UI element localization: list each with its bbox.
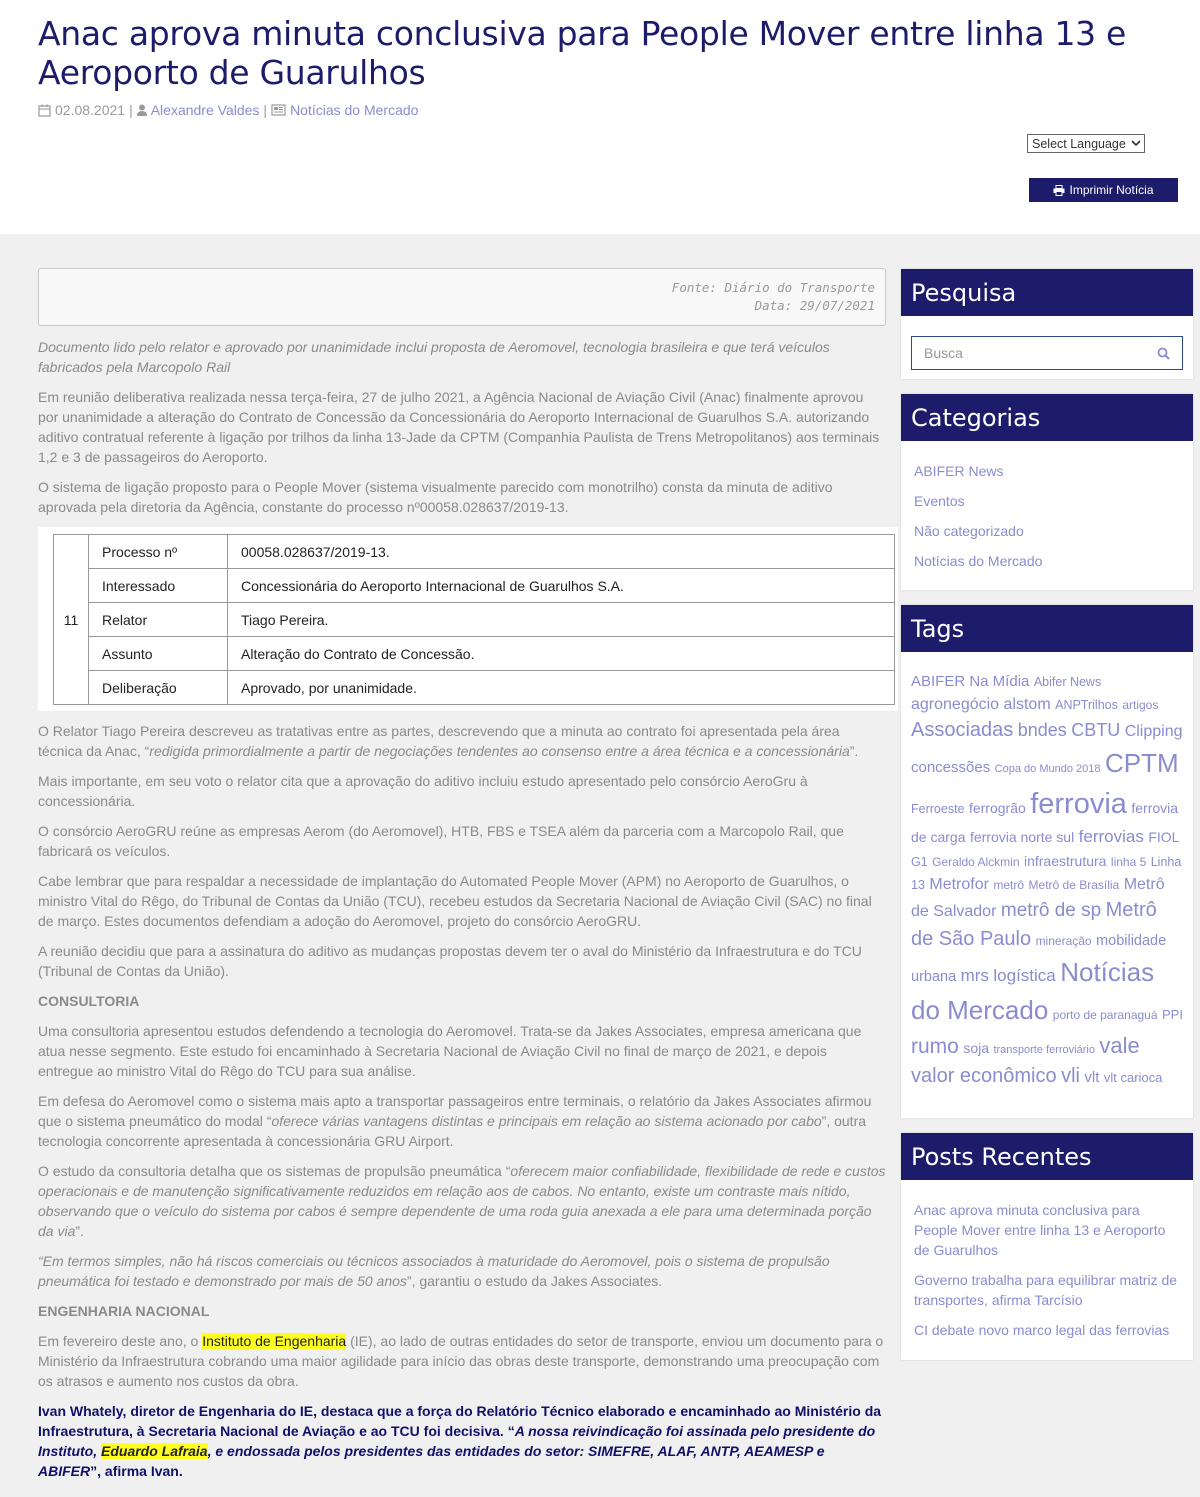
recent-post-link[interactable]: Governo trabalha para equilibrar matriz de transportes, afirma Tarcísio <box>914 1272 1178 1308</box>
category-link[interactable]: Eventos <box>914 493 965 509</box>
header-area <box>0 0 1200 234</box>
tag-link[interactable]: G1 <box>911 854 928 869</box>
meta-separator: | <box>263 102 268 118</box>
category-list <box>901 441 1193 571</box>
section-heading-consultoria: CONSULTORIA <box>38 993 140 1009</box>
paragraph: O estudo da consultoria detalha que os sistemas de propulsão pneumática “oferecem maior confiabilidade, flexibilidade de rede e custos operacionais e de manutenção significativamente reduzidos em relação aos de cabos. No entanto, existe um contraste mais nítido, observando que o veículo do sistema por cabos é sempre dependente de uma roda guia anexada a ele para uma determinada porção da via”. <box>38 1163 886 1239</box>
tag-link[interactable]: ferrovia <box>1030 788 1127 821</box>
paragraph: Cabe lembrar que para respaldar a necessidade de implantação do Automated People Mover (APM) no Aeroporto de Guarulhos, o ministro Vital do Rêgo, do Tribunal de Contas da União (TCU), recebeu estudos da Secretaria Nacional de Aviação Civil (SAC) no final de março. Estes documentos defendiam a adoção do Aeromovel, projeto do consórcio AeroGRU. <box>38 873 872 929</box>
table-row <box>54 671 895 705</box>
tag-link[interactable]: Geraldo Alckmin <box>932 854 1020 869</box>
table-value: Alteração do Contrato de Concessão. <box>228 637 895 671</box>
tag-cloud <box>901 652 1193 1091</box>
calendar-icon <box>38 104 51 117</box>
tag-link[interactable]: Metrofor <box>929 875 989 893</box>
tag-link[interactable]: infraestrutura <box>1023 852 1107 869</box>
tag-link[interactable]: transporte ferroviário <box>993 1043 1095 1056</box>
tag-link[interactable]: ferrogrão <box>968 800 1026 817</box>
printer-icon <box>1053 185 1065 196</box>
recent-posts-list <box>901 1180 1193 1340</box>
tag-link[interactable]: Linha 13 <box>911 854 1182 892</box>
widget-title: Tags <box>901 605 1193 652</box>
tag-link[interactable]: valor econômico <box>911 1064 1057 1087</box>
tag-link[interactable]: Clipping <box>1124 723 1183 741</box>
category-link[interactable]: Não categorizado <box>914 523 1024 539</box>
paragraph: Em defesa do Aeromovel como o sistema mais apto a transportar passageiros entre terminais, o relatório da Jakes Associates afirmou que o sistema pneumático do modal “oferece várias vantagens distintas e principais em relação ao sistema acionado por cabo”, outra tecnologia concorrente apresentada à concessionária GRU Airport. <box>38 1093 872 1149</box>
tag-link[interactable]: metrô <box>993 877 1025 892</box>
table-label: Relator <box>89 603 228 637</box>
paragraph: Mais importante, em seu voto o relator cita que a aprovação do aditivo incluiu estudo apresentado pelo consórcio AeroGru à concessionária. <box>38 773 808 809</box>
table-row <box>54 637 895 671</box>
table-label: Deliberação <box>89 671 228 705</box>
tag-link[interactable]: mobilidade urbana <box>911 933 1167 986</box>
search-placeholder: Busca <box>924 345 963 361</box>
paragraph: O consórcio AeroGRU reúne as empresas Aerom (do Aeromovel), HTB, FBS e TSEA além da parceria com a Marcopolo Rail, que fabricará os veículos. <box>38 823 844 859</box>
tag-link[interactable]: ferrovia norte sul <box>969 829 1075 846</box>
table-value: 00058.028637/2019-13. <box>228 535 895 569</box>
paragraph: Em fevereiro deste ano, o Instituto de Engenharia (IE), ao lado de outras entidades do setor de transporte, enviou um documento para o Ministério da Infraestrutura cobrando uma maior agilidade para início das obras deste transporte, demonstrando uma preocupação com os atrasos e aumento nos custos da obra. <box>38 1333 884 1389</box>
tag-link[interactable]: soja <box>963 1039 989 1056</box>
language-select[interactable] <box>1027 134 1145 153</box>
tags-widget <box>901 605 1193 1118</box>
tag-link[interactable]: CPTM <box>1104 748 1179 779</box>
tag-link[interactable]: Metrô de Brasília <box>1028 877 1120 892</box>
tag-link[interactable]: logística <box>993 966 1056 986</box>
source-box <box>38 268 886 326</box>
tag-link[interactable]: Metrô de Salvador <box>911 875 1165 921</box>
tag-link[interactable]: artigos <box>1122 698 1159 713</box>
item-number: 11 <box>54 535 89 705</box>
tag-link[interactable]: rumo <box>911 1034 959 1058</box>
paragraph: Em reunião deliberativa realizada nessa terça-feira, 27 de julho 2021, a Agência Nacional de Aviação Civil (Anac) finalmente aprovou por unanimidade a alteração do Contrato de Concessão da Concessionária do Aeroporto Internacional de Guarulhos S.A. autorizando aditivo contratual referente à ligação por trilhos da linha 13-Jade da CPTM (Companhia Paulista de Trens Metropolitanos) aos terminais 1,2 e 3 de passageiros do Aeroporto. <box>38 389 880 465</box>
source-line: Fonte: Diário do Transporte <box>671 280 875 295</box>
tag-link[interactable]: mrs <box>960 966 989 986</box>
tag-link[interactable]: vlt <box>1084 1068 1100 1086</box>
article-author-link[interactable]: Alexandre Valdes <box>150 102 260 118</box>
tag-link[interactable]: Associadas <box>911 719 1014 742</box>
search-widget <box>901 269 1193 379</box>
process-table-wrap <box>38 527 898 711</box>
search-icon[interactable] <box>1157 347 1170 360</box>
search-input[interactable] <box>911 336 1183 370</box>
category-link[interactable]: ABIFER News <box>914 463 1004 479</box>
highlighted-link-instituto[interactable]: Instituto de Engenharia <box>202 1333 347 1349</box>
tag-link[interactable]: vli <box>1061 1064 1080 1087</box>
recent-post-link[interactable]: Anac aprova minuta conclusiva para People Mover entre linha 13 e Aeroporto de Guarulhos <box>914 1202 1166 1258</box>
tag-link[interactable]: vlt carioca <box>1103 1069 1163 1085</box>
source-date: Data: 29/07/2021 <box>754 298 875 313</box>
widget-title: Categorias <box>901 394 1193 441</box>
article-title: Anac aprova minuta conclusiva para People Mover entre linha 13 e Aeroporto de Guarulhos <box>38 14 1127 92</box>
print-button-label: Imprimir Notícia <box>1069 183 1154 197</box>
article-lead: Documento lido pelo relator e aprovado por unanimidade inclui proposta de Aeromovel, tecnologia brasileira e que terá veículos fabricados pela Marcopolo Rail <box>38 339 830 375</box>
print-button[interactable] <box>1029 178 1178 202</box>
table-value: Tiago Pereira. <box>228 603 895 637</box>
chevron-down-icon <box>1131 138 1141 148</box>
tag-link[interactable]: agronegócio <box>911 696 1000 714</box>
tag-link[interactable]: metrô de sp <box>1000 900 1102 922</box>
tag-link[interactable]: ANPTrilhos <box>1055 698 1118 713</box>
tag-link[interactable]: alstom <box>1003 696 1051 714</box>
table-row <box>54 535 895 569</box>
table-value: Concessionária do Aeroporto Internacional de Guarulhos S.A. <box>228 569 895 603</box>
widget-title: Pesquisa <box>901 269 1193 316</box>
section-heading-engenharia: ENGENHARIA NACIONAL <box>38 1303 210 1319</box>
widget-title: Posts Recentes <box>901 1133 1193 1180</box>
tag-link[interactable]: ABIFER Na Mídia <box>911 673 1030 690</box>
table-label: Assunto <box>89 637 228 671</box>
tag-link[interactable]: bndes <box>1017 720 1067 741</box>
table-row <box>54 603 895 637</box>
tag-link[interactable]: mineração <box>1035 934 1092 949</box>
tag-link[interactable]: Metrô de São Paulo <box>911 899 1157 951</box>
tag-link[interactable]: porto de paranaguá <box>1052 1007 1158 1022</box>
language-select-value: Select Language <box>1032 136 1126 151</box>
highlighted-name: Eduardo Lafraia <box>101 1443 208 1459</box>
user-icon <box>137 104 147 116</box>
quote-paragraph: Ivan Whately, diretor de Engenharia do IE, destaca que a força do Relatório Técnico elaborado e encaminhado ao Ministério da Infraestrutura, à Secretaria Nacional de Aviação e ao TCU foi decisiva. “A nossa reivindicação foi assinada pelo presidente do Instituto, Eduardo Lafraia, e endossada pelos presidentes das entidades do setor: SIMEFRE, ALAF, ANTP, AEAMESP e ABIFER”, afirma Ivan. <box>38 1403 882 1479</box>
newspaper-icon <box>271 104 286 116</box>
tag-link[interactable]: CBTU <box>1071 720 1121 741</box>
recent-posts-widget <box>901 1133 1193 1360</box>
category-link[interactable]: Notícias do Mercado <box>914 553 1043 569</box>
tag-link[interactable]: linha 5 <box>1110 854 1147 869</box>
tag-link[interactable]: ferrovias <box>1078 827 1144 847</box>
tag-link[interactable]: Abifer News <box>1033 675 1102 689</box>
paragraph: O Relator Tiago Pereira descreveu as tratativas entre as partes, descrevendo que a minuta ao contrato foi apresentada pela área técnica da Anac, “redigida primordialmente a partir de negociações tendentes ao consenso entre a área técnica e a concessionária”. <box>38 723 859 759</box>
tag-link[interactable]: PPI <box>1161 1006 1183 1022</box>
paragraph: “Em termos simples, não há riscos comerciais ou técnicos associados à maturidade do Aeromovel, pois o sistema de propulsão pneumática foi testado e demonstrado por mais de 50 anos”, garantiu o estudo da Jakes Associates. <box>38 1253 830 1289</box>
tag-link[interactable]: Notícias do Mercado <box>911 957 1155 1025</box>
article-category-link[interactable]: Notícias do Mercado <box>290 102 419 118</box>
table-row <box>54 569 895 603</box>
paragraph: O sistema de ligação proposto para o People Mover (sistema visualmente parecido com monotrilho) consta da minuta de aditivo aprovada pela diretoria da Agência, constante do processo nº00058.028637/2019-13. <box>38 479 833 515</box>
tag-link[interactable]: FIOL <box>1148 829 1180 846</box>
article-date: 02.08.2021 <box>55 102 126 118</box>
paragraph: A reunião decidiu que para a assinatura do aditivo as mudanças propostas devem ter o aval do Ministério da Infraestrutura e do TCU (Tribunal de Contas da União). <box>38 943 862 979</box>
meta-separator: | <box>129 102 133 118</box>
article-meta <box>38 102 418 118</box>
tag-link[interactable]: vale <box>1099 1032 1140 1058</box>
table-label: Processo nº <box>89 535 228 569</box>
tag-link[interactable]: Ferroeste <box>911 802 965 817</box>
table-label: Interessado <box>89 569 228 603</box>
article-body <box>38 268 886 1481</box>
categories-widget <box>901 394 1193 590</box>
tag-link[interactable]: Copa do Mundo 2018 <box>994 763 1101 776</box>
tag-link[interactable]: ferrovia de carga <box>911 800 1179 846</box>
paragraph: Uma consultoria apresentou estudos defendendo a tecnologia do Aeromovel. Trata-se da Jakes Associates, empresa americana que atua nesse segmento. Este estudo foi encaminhado à Secretaria Nacional de Aviação Civil no final de março de 2021, e depois entregue ao ministro Vital do Rêgo do TCU para sua análise. <box>38 1023 862 1079</box>
process-table <box>53 534 895 705</box>
table-value: Aprovado, por unanimidade. <box>228 671 895 705</box>
recent-post-link[interactable]: CI debate novo marco legal das ferrovias <box>914 1322 1170 1338</box>
tag-link[interactable]: concessões <box>911 759 991 777</box>
